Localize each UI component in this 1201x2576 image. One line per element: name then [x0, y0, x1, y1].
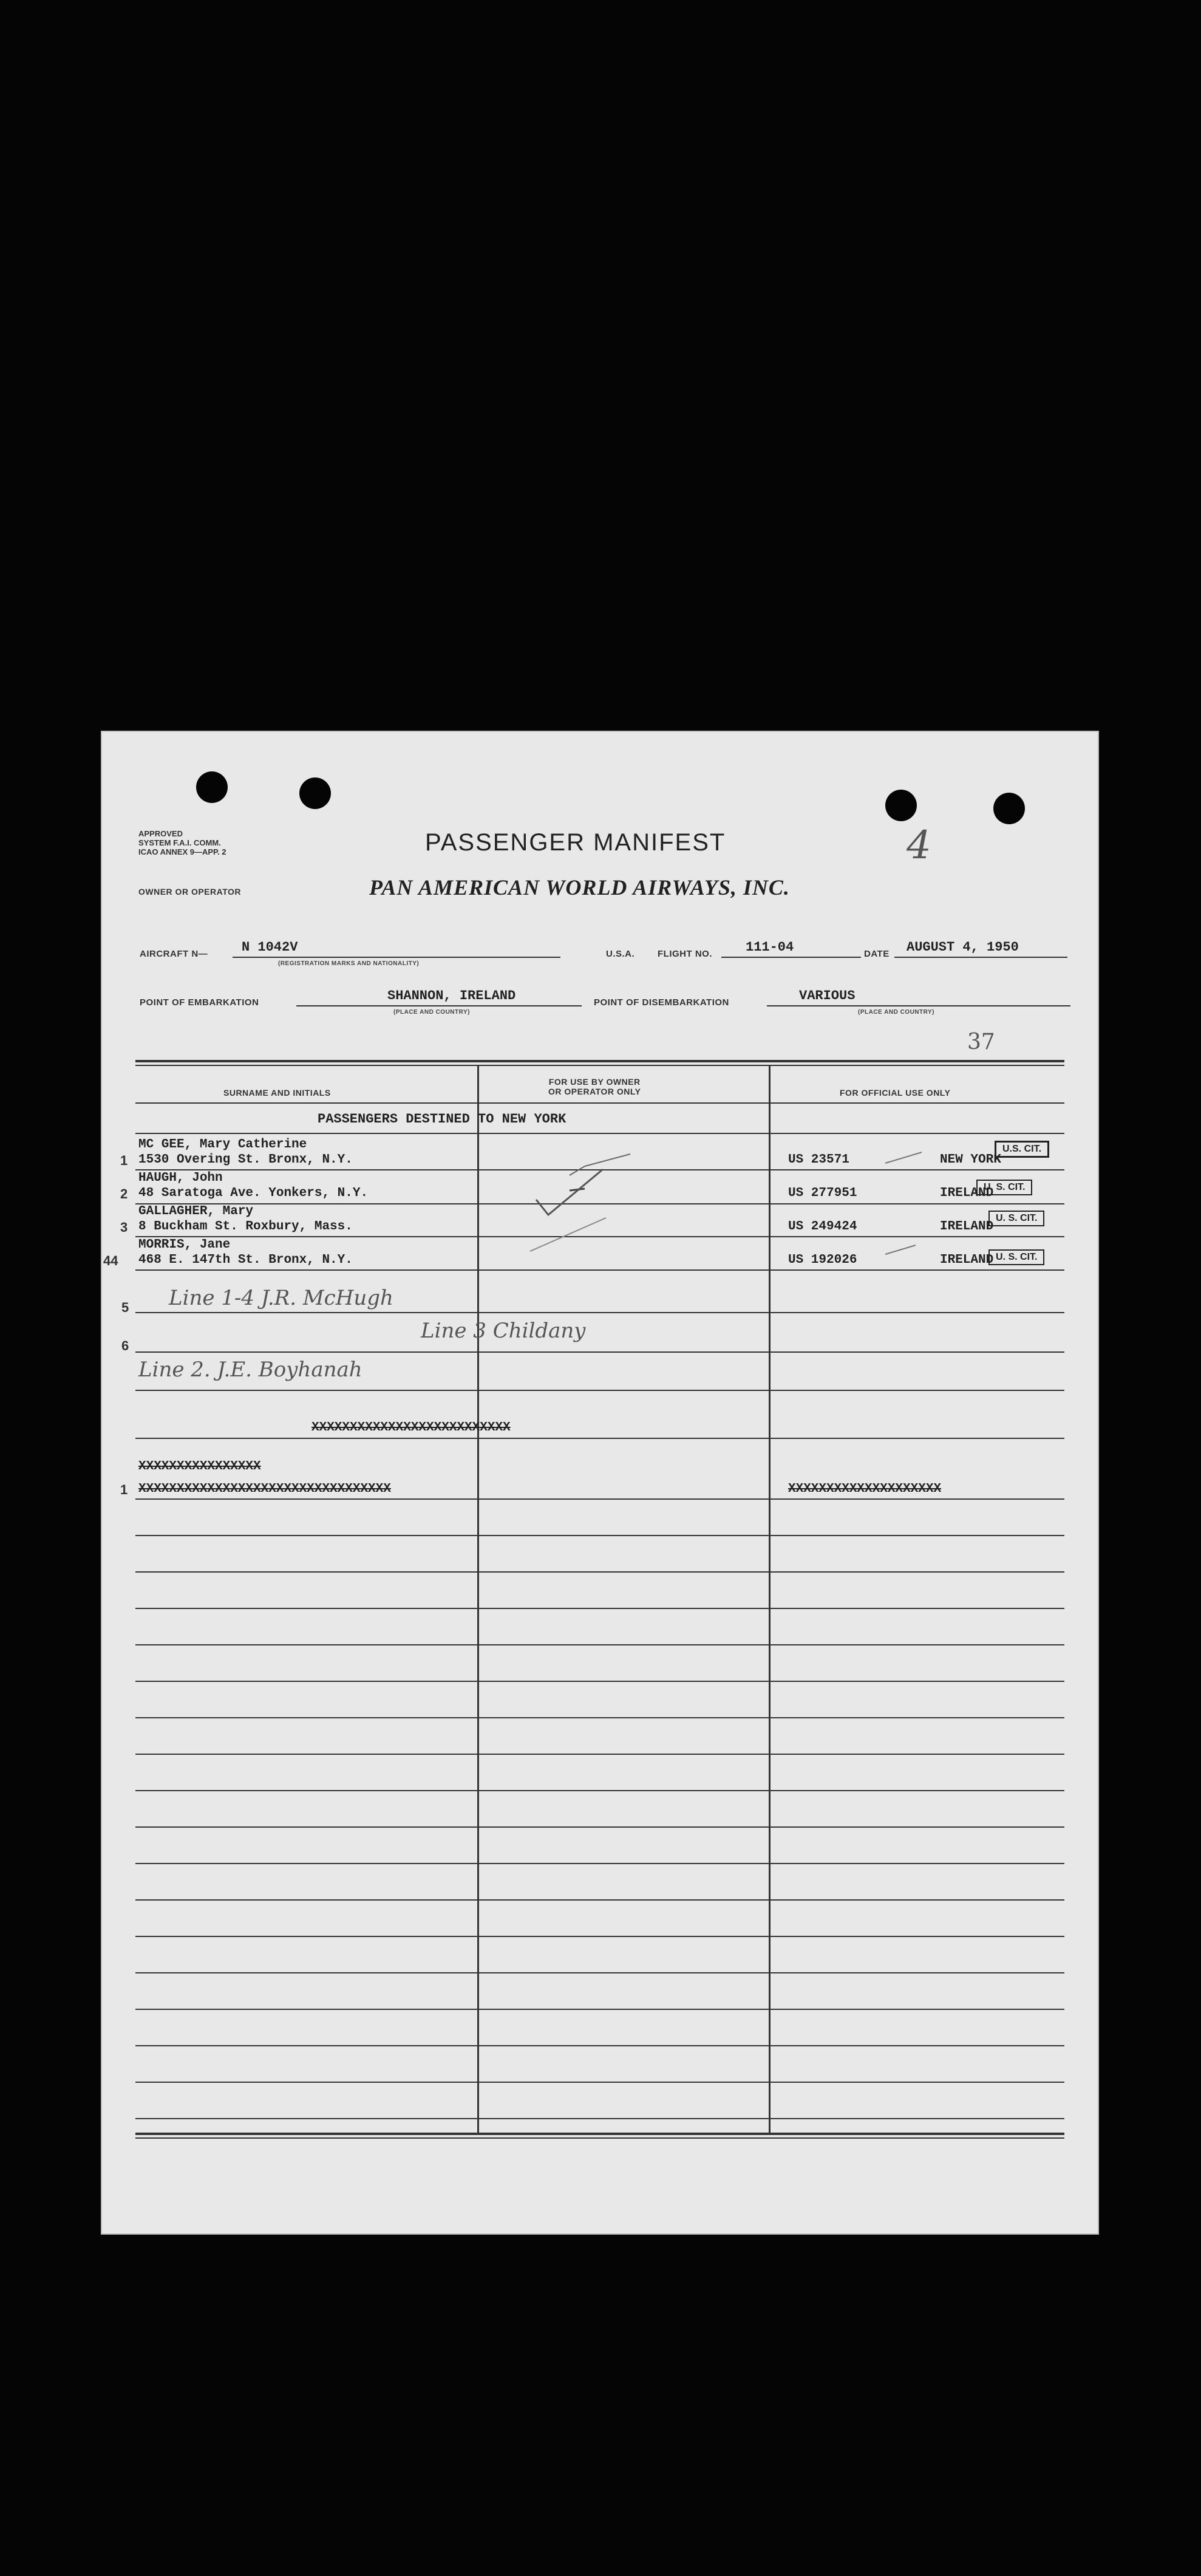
struck-name: XXXXXXXXXXXXXXXX	[138, 1460, 261, 1474]
col-official: FOR OFFICIAL USE ONLY	[840, 1088, 951, 1098]
flight-label: FLIGHT NO.	[658, 949, 712, 959]
passenger-3-name: GALLAGHER, Mary	[138, 1204, 254, 1218]
handwritten-page-mark: 4	[907, 823, 931, 868]
page-title: PASSENGER MANIFEST	[425, 829, 726, 856]
handwritten-line6: Line 2. J.E. Boyhanah	[138, 1358, 362, 1382]
owner-label: OWNER OR OPERATOR	[138, 887, 241, 897]
col-surname: SURNAME AND INITIALS	[223, 1088, 331, 1098]
passenger-3-stamp: U. S. CIT.	[988, 1211, 1044, 1226]
passenger-2-stamp: U. S. CIT.	[976, 1180, 1032, 1195]
date-value: AUGUST 4, 1950	[907, 940, 1019, 955]
handwritten-line-mid: Line 3 Childany	[421, 1319, 586, 1343]
struck-doc: XXXXXXXXXXXXXXXXXXXX	[788, 1482, 942, 1496]
page-number: 37	[967, 1030, 995, 1054]
approved-line: ICAO ANNEX 9—APP. 2	[138, 847, 226, 856]
passenger-3-address: 8 Buckham St. Roxbury, Mass.	[138, 1220, 353, 1234]
check-marks	[478, 1133, 770, 1279]
aircraft-sub: (REGISTRATION MARKS AND NATIONALITY)	[278, 960, 420, 967]
passenger-1-doc: US 23571	[788, 1153, 849, 1167]
struck-num: 1	[120, 1482, 128, 1497]
flight-value: 111-04	[746, 940, 794, 955]
passenger-3-doc: US 249424	[788, 1220, 857, 1234]
approved-line: SYSTEM F.A.I. COMM.	[138, 838, 221, 847]
aircraft-value: N 1042V	[242, 940, 298, 955]
passenger-4-stamp: U. S. CIT.	[988, 1249, 1044, 1265]
passenger-1-name: MC GEE, Mary Catherine	[138, 1138, 307, 1152]
disembark-label: POINT OF DISEMBARKATION	[594, 997, 729, 1008]
passenger-1-address: 1530 Overing St. Bronx, N.Y.	[138, 1153, 353, 1167]
struck-address: XXXXXXXXXXXXXXXXXXXXXXXXXXXXXXXXX	[138, 1482, 391, 1496]
col-owner-use	[548, 1077, 641, 1096]
passenger-3-dest: IRELAND	[940, 1220, 994, 1234]
passenger-4-dest: IRELAND	[940, 1253, 994, 1267]
embark-sub: (PLACE AND COUNTRY)	[393, 1009, 470, 1016]
passenger-3-num: 3	[120, 1220, 128, 1235]
punch-hole	[885, 790, 917, 821]
aircraft-label: AIRCRAFT N—	[140, 949, 208, 959]
manifest-page	[102, 732, 1098, 2233]
passenger-1-stamp: U.S. CIT.	[995, 1141, 1049, 1158]
passenger-4-name: MORRIS, Jane	[138, 1238, 231, 1252]
row-6-num: 6	[121, 1338, 129, 1353]
struck-heading: XXXXXXXXXXXXXXXXXXXXXXXXXX	[311, 1421, 511, 1435]
embark-label: POINT OF EMBARKATION	[140, 997, 259, 1008]
disembark-value: VARIOUS	[799, 988, 856, 1003]
punch-hole	[196, 771, 228, 803]
passenger-2-dest: IRELAND	[940, 1186, 994, 1200]
date-label: DATE	[864, 949, 890, 959]
tick-mark	[885, 1245, 916, 1254]
col-owner-use-line: FOR USE BY OWNER	[548, 1077, 641, 1087]
handwritten-line5: Line 1-4 J.R. McHugh	[169, 1286, 393, 1310]
passenger-4-num: 44	[103, 1253, 118, 1268]
check-mark	[536, 1169, 603, 1215]
tick-mark	[885, 1152, 922, 1163]
col-owner-use-line: OR OPERATOR ONLY	[548, 1087, 641, 1096]
check-mark	[530, 1218, 606, 1251]
disembark-sub: (PLACE AND COUNTRY)	[858, 1009, 934, 1016]
punch-hole	[299, 777, 331, 809]
row-5-num: 5	[121, 1300, 129, 1315]
passenger-4-address: 468 E. 147th St. Bronx, N.Y.	[138, 1253, 353, 1267]
passenger-4-doc: US 192026	[788, 1253, 857, 1267]
official-ticks	[879, 1145, 952, 1266]
approved-line: APPROVED	[138, 829, 183, 838]
embark-value: SHANNON, IRELAND	[387, 988, 516, 1003]
passenger-2-address: 48 Saratoga Ave. Yonkers, N.Y.	[138, 1186, 369, 1200]
section-heading: PASSENGERS DESTINED TO NEW YORK	[318, 1112, 566, 1127]
approved-block	[138, 829, 226, 856]
passenger-2-name: HAUGH, John	[138, 1171, 223, 1185]
passenger-2-num: 2	[120, 1186, 128, 1201]
usa-label: U.S.A.	[606, 949, 635, 959]
owner-value: PAN AMERICAN WORLD AIRWAYS, INC.	[369, 875, 790, 900]
punch-hole	[993, 793, 1025, 824]
passenger-2-doc: US 277951	[788, 1186, 857, 1200]
passenger-1-num: 1	[120, 1153, 128, 1168]
passenger-1-dest: NEW YORK	[940, 1153, 1001, 1167]
